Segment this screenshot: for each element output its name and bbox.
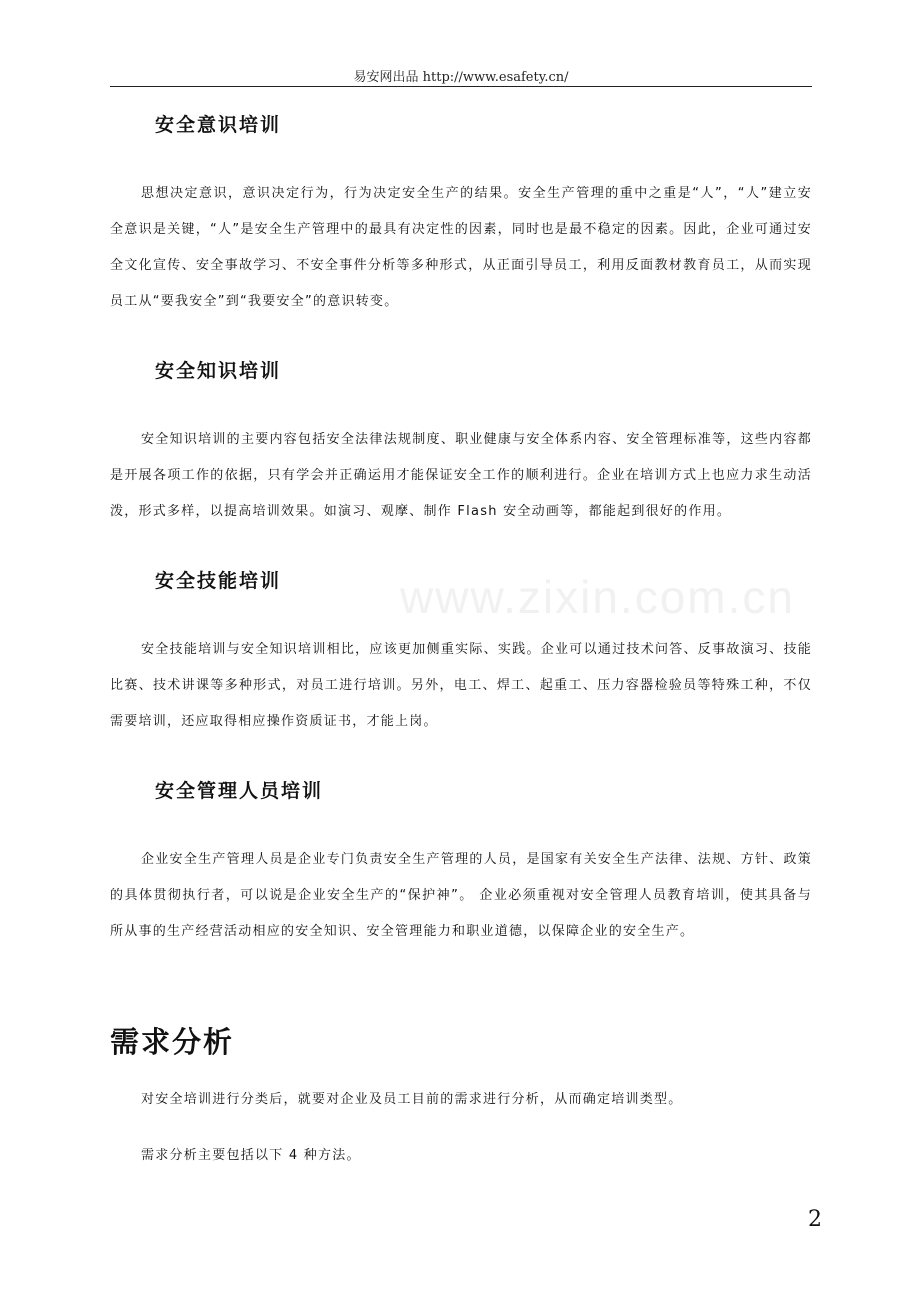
document-body	[110, 106, 812, 1174]
page-number: 2	[808, 1207, 822, 1232]
section-paragraph-safety-awareness: 思想决定意识，意识决定行为，行为决定安全生产的结果。安全生产管理的重中之重是“人”，“人”建立安全意识是关键，“人”是安全生产管理中的最具有决定性的因素，同时也是最不稳定的因素。因此，企业可通过安全文化宣传、安全事故学习、不安全事件分析等多种形式，从正面引导员工，利用反面教材教育员工，从而实现员工从“要我安全”到“我要安全”的意识转变。	[110, 186, 812, 309]
needs-analysis-paragraph-1: 对安全培训进行分类后，就要对企业及员工目前的需求进行分析，从而确定培训类型。	[141, 1092, 683, 1107]
needs-analysis-paragraph-2: 需求分析主要包括以下 4 种方法。	[141, 1148, 361, 1163]
header-rule	[110, 86, 812, 87]
watermark: www.zixin.com.cn	[400, 571, 795, 623]
section-paragraph-safety-skills: 安全技能培训与安全知识培训相比，应该更加侧重实际、实践。企业可以通过技术问答、反事故演习、技能比赛、技术讲课等多种形式，对员工进行培训。另外，电工、焊工、起重工、压力容器检验员等特殊工种，不仅需要培训，还应取得相应操作资质证书，才能上岗。	[110, 642, 812, 729]
section-heading-safety-managers: 安全管理人员培训	[155, 780, 324, 802]
section-paragraph-safety-knowledge: 安全知识培训的主要内容包括安全法律法规制度、职业健康与安全体系内容、安全管理标准等，这些内容都是开展各项工作的依据，只有学会并正确运用才能保证安全工作的顺利进行。企业在培训方式上也应力求生动活泼，形式多样，以提高培训效果。如演习、观摩、制作 Flash 安全动画等，都能起到很好的作用。	[110, 432, 812, 519]
major-heading-needs-analysis: 需求分析	[110, 1025, 235, 1059]
section-heading-safety-skills: 安全技能培训	[155, 570, 282, 592]
section-heading-safety-knowledge: 安全知识培训	[155, 360, 282, 382]
section-heading-safety-awareness: 安全意识培训	[155, 114, 282, 136]
page-header: 易安网出品 http://www.esafety.cn/	[353, 70, 569, 85]
section-paragraph-safety-managers: 企业安全生产管理人员是企业专门负责安全生产管理的人员，是国家有关安全生产法律、法规、方针、政策的具体贯彻执行者，可以说是企业安全生产的“保护神”。 企业必须重视对安全管理人员教育培训，使其具备与所从事的生产经营活动相应的安全知识、安全管理能力和职业道德，以保障企业的安全生产。	[110, 852, 812, 939]
